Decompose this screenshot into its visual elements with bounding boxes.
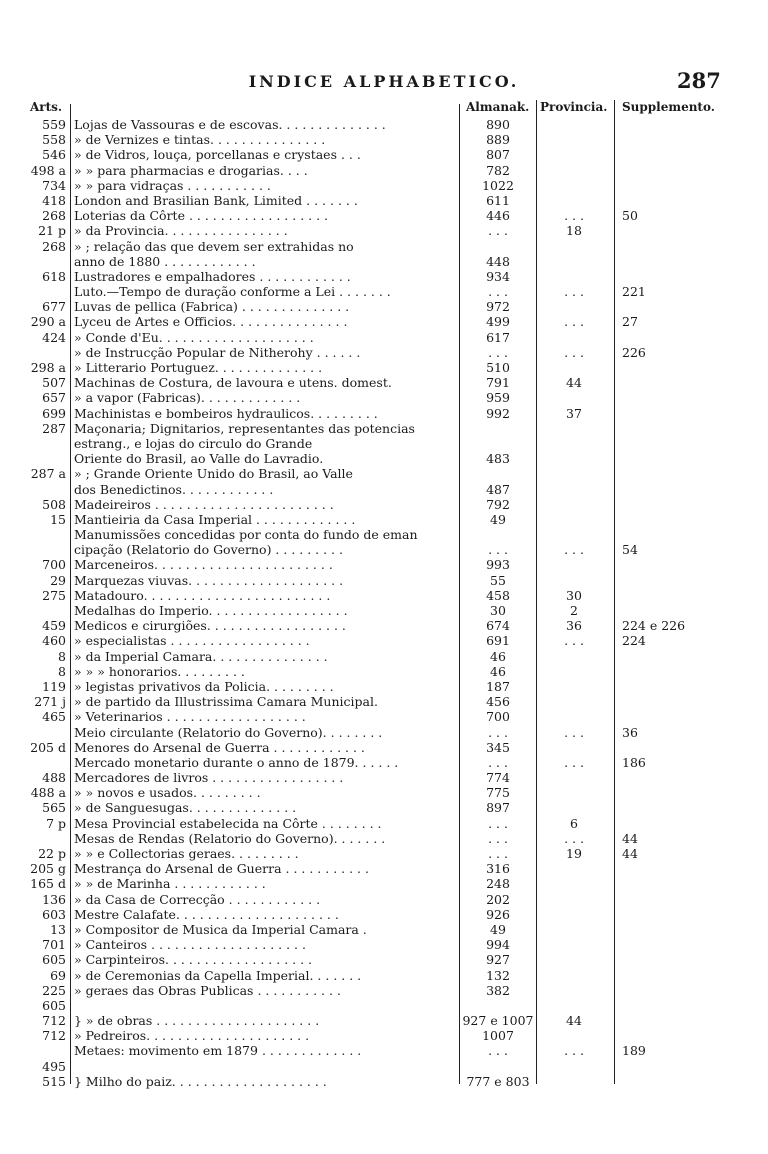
entry-provincia-page: 44	[566, 1013, 582, 1029]
entry-provincia-page: 36	[566, 618, 582, 634]
entry-almanak-page: 927	[486, 952, 510, 968]
index-entry	[0, 785, 768, 800]
entry-article-number: 275	[42, 587, 66, 603]
index-entry	[0, 117, 768, 132]
entry-article-number: 287 a	[30, 466, 66, 482]
entry-description: » Compositor de Musica da Imperial Camara .	[74, 921, 367, 937]
index-entry	[0, 269, 768, 284]
entry-almanak-page: 807	[486, 147, 510, 163]
entry-almanak-page: 510	[486, 360, 510, 375]
index-entry	[0, 147, 768, 162]
entry-provincia-page: . . .	[564, 724, 584, 740]
index-entry	[0, 223, 768, 238]
entry-supplemento-page: 36	[622, 724, 638, 740]
entry-almanak-page: 959	[486, 390, 510, 406]
entry-almanak-page: 934	[486, 268, 510, 284]
entry-almanak-page: 972	[486, 299, 510, 315]
entry-article-number: 507	[42, 375, 66, 391]
entry-almanak-page: 777 e 803	[466, 1073, 530, 1089]
entry-description: » legistas privativos da Policia. . . . . . . . .	[74, 678, 334, 694]
entry-almanak-page: . . .	[488, 815, 508, 831]
index-entry	[0, 482, 768, 497]
entry-almanak-page: 792	[486, 496, 510, 512]
index-entry	[0, 345, 768, 360]
entry-description: Loterias da Côrte . . . . . . . . . . . . . . . . . .	[74, 208, 329, 224]
entry-almanak-page: 994	[486, 937, 510, 953]
entry-article-number: 29	[50, 572, 66, 588]
index-entry	[0, 618, 768, 633]
entry-article-number: 418	[42, 192, 66, 208]
entry-description: » » para vidraças . . . . . . . . . . .	[74, 177, 271, 193]
entry-article-number: 271 j	[34, 694, 66, 710]
entry-description: Mestrança do Arsenal de Guerra . . . . . . . . . . .	[74, 861, 369, 877]
index-entry	[0, 314, 768, 329]
index-entry	[0, 755, 768, 770]
index-entry	[0, 800, 768, 815]
entry-almanak-page: 345	[486, 739, 510, 755]
entry-provincia-page: 19	[566, 846, 582, 861]
entry-description: Lojas de Vassouras e de escovas. . . . . . . . . . . . . .	[74, 117, 386, 132]
entry-almanak-page: . . .	[488, 724, 508, 740]
index-table	[0, 117, 768, 1089]
entry-description: Lyceu de Artes e Officios. . . . . . . . . . . . . . .	[74, 314, 348, 330]
index-entry	[0, 998, 768, 1013]
column-header-almanak: Almanak.	[466, 100, 530, 114]
entry-description: » ; Grande Oriente Unido do Brasil, ao Valle	[74, 466, 353, 482]
entry-almanak-page: 46	[490, 663, 506, 679]
entry-article-number: 205 g	[30, 861, 66, 877]
entry-article-number: 515	[42, 1073, 66, 1089]
entry-description: » especialistas . . . . . . . . . . . . . . . . . .	[74, 633, 310, 649]
page-number: 287	[677, 68, 721, 93]
index-entry	[0, 132, 768, 147]
index-entry	[0, 846, 768, 861]
entry-almanak-page: . . .	[488, 223, 508, 239]
entry-description: » Conde d'Eu. . . . . . . . . . . . . . . . . . . .	[74, 329, 314, 345]
entry-description: Matadouro. . . . . . . . . . . . . . . . . . . . . . . .	[74, 587, 331, 603]
entry-almanak-page: . . .	[488, 284, 508, 300]
entry-provincia-page: . . .	[564, 542, 584, 558]
entry-article-number: 15	[50, 511, 66, 527]
entry-description: » Veterinarios . . . . . . . . . . . . . . . . . .	[74, 709, 306, 725]
entry-description: Machinistas e bombeiros hydraulicos. . . . . . . . .	[74, 405, 378, 421]
entry-supplemento-page: 224 e 226	[622, 618, 686, 634]
index-entry	[0, 406, 768, 421]
entry-article-number: 205 d	[30, 739, 66, 755]
entry-description: » de Vidros, louça, porcellanas e crystaes . . .	[74, 147, 361, 163]
entry-description: Mercado monetario durante o anno de 1879. . . . . .	[74, 754, 399, 770]
index-entry	[0, 466, 768, 481]
entry-provincia-page: 30	[566, 587, 582, 603]
entry-description: » de Ceremonias da Capella Imperial. . . . . . .	[74, 967, 362, 983]
entry-article-number: 677	[42, 299, 66, 315]
index-entry	[0, 330, 768, 345]
entry-description: » geraes das Obras Publicas . . . . . . . . . . .	[74, 982, 341, 998]
entry-article-number: 8	[58, 663, 66, 679]
entry-provincia-page: 37	[566, 405, 582, 421]
index-entry	[0, 679, 768, 694]
index-entry	[0, 1013, 768, 1028]
entry-article-number: 459	[42, 618, 66, 634]
entry-supplemento-page: 50	[622, 208, 638, 224]
entry-almanak-page: 46	[490, 648, 506, 664]
entry-description: estrang., e lojas do circulo do Grande	[74, 435, 313, 451]
index-entry	[0, 603, 768, 618]
entry-almanak-page: 446	[486, 208, 510, 224]
entry-description: Mesa Provincial estabelecida na Côrte . . . . . . . .	[74, 815, 382, 831]
entry-description: » Carpinteiros. . . . . . . . . . . . . . . . . . .	[74, 952, 313, 968]
index-entry	[0, 664, 768, 679]
entry-description: » » e Collectorias geraes. . . . . . . . .	[74, 846, 299, 861]
entry-almanak-page: 774	[486, 770, 510, 786]
index-entry	[0, 968, 768, 983]
entry-article-number: 712	[42, 1013, 66, 1029]
entry-description: Lustradores e empalhadores . . . . . . . . . . . .	[74, 268, 351, 284]
entry-article-number: 225	[42, 982, 66, 998]
entry-article-number: 605	[42, 997, 66, 1013]
entry-almanak-page: 1007	[482, 1028, 514, 1044]
entry-description: Medalhas do Imperio. . . . . . . . . . . . . . . . . .	[74, 603, 348, 618]
entry-description: Meio circulante (Relatorio do Governo). . . . . . . .	[74, 724, 383, 740]
entry-provincia-page: . . .	[564, 344, 584, 360]
column-header-arts: Arts.	[30, 100, 63, 114]
entry-provincia-page: . . .	[564, 754, 584, 770]
entry-almanak-page: 202	[486, 891, 510, 907]
index-entry	[0, 952, 768, 967]
entry-article-number: 298 a	[30, 360, 66, 375]
entry-description: » a vapor (Fabricas). . . . . . . . . . . . .	[74, 390, 301, 406]
entry-description: » » de Marinha . . . . . . . . . . . .	[74, 876, 266, 892]
index-entry	[0, 740, 768, 755]
column-header-supplemento: Supplemento.	[622, 100, 715, 114]
entry-article-number: 559	[42, 117, 66, 132]
entry-article-number: 603	[42, 906, 66, 922]
page-title: INDICE ALPHABETICO.	[248, 72, 520, 91]
entry-almanak-page: . . .	[488, 542, 508, 558]
entry-article-number: 488	[42, 770, 66, 786]
entry-almanak-page: 791	[486, 375, 510, 391]
entry-description: » Canteiros . . . . . . . . . . . . . . . . . . . .	[74, 937, 306, 953]
index-entry	[0, 937, 768, 952]
entry-almanak-page: 499	[486, 314, 510, 330]
entry-article-number: 700	[42, 557, 66, 573]
entry-supplemento-page: 226	[622, 344, 646, 360]
entry-article-number: 287	[42, 420, 66, 436]
entry-almanak-page: 248	[486, 876, 510, 892]
entry-provincia-page: . . .	[564, 284, 584, 300]
entry-article-number: 424	[42, 329, 66, 345]
entry-description: » de Sanguesugas. . . . . . . . . . . . . .	[74, 800, 297, 816]
entry-description: Marceneiros. . . . . . . . . . . . . . . . . . . . . . .	[74, 557, 333, 573]
index-entry	[0, 573, 768, 588]
entry-almanak-page: 890	[486, 117, 510, 132]
entry-provincia-page: 18	[566, 223, 582, 239]
entry-article-number: 618	[42, 268, 66, 284]
index-entry	[0, 694, 768, 709]
entry-almanak-page: . . .	[488, 1043, 508, 1059]
index-entry	[0, 1043, 768, 1058]
index-entry	[0, 770, 768, 785]
entry-description: » » » honorarios. . . . . . . . .	[74, 663, 245, 679]
entry-description: » Litterario Portuguez. . . . . . . . . . . . . .	[74, 360, 323, 375]
entry-supplemento-page: 224	[622, 633, 646, 649]
entry-article-number: 508	[42, 496, 66, 512]
entry-supplemento-page: 189	[622, 1043, 646, 1059]
entry-almanak-page: 889	[486, 132, 510, 148]
index-entry	[0, 254, 768, 269]
entry-article-number: 8	[58, 648, 66, 664]
entry-almanak-page: 187	[486, 678, 510, 694]
entry-provincia-page: 2	[570, 603, 578, 618]
entry-article-number: 498 a	[30, 162, 66, 178]
entry-provincia-page: . . .	[564, 1043, 584, 1059]
entry-supplemento-page: 44	[622, 846, 638, 861]
entry-almanak-page: 49	[490, 511, 506, 527]
index-entry	[0, 831, 768, 846]
entry-almanak-page: 1022	[482, 177, 514, 193]
index-entry	[0, 178, 768, 193]
index-entry	[0, 239, 768, 254]
entry-article-number: 22 p	[38, 846, 66, 861]
entry-description: » da Provincia. . . . . . . . . . . . . . . .	[74, 223, 288, 239]
entry-description: » » para pharmacias e drogarias. . . .	[74, 162, 308, 178]
index-entry	[0, 1028, 768, 1043]
index-entry	[0, 390, 768, 405]
index-entry	[0, 375, 768, 390]
entry-description: Luto.—Tempo de duração conforme a Lei . . . . . . .	[74, 284, 391, 300]
entry-article-number: 21 p	[38, 223, 66, 239]
entry-article-number: 460	[42, 633, 66, 649]
entry-supplemento-page: 186	[622, 754, 646, 770]
entry-article-number: 290 a	[30, 314, 66, 330]
entry-description: Menores do Arsenal de Guerra . . . . . . . . . . . .	[74, 739, 365, 755]
entry-article-number: 165 d	[30, 876, 66, 892]
entry-almanak-page: 316	[486, 861, 510, 877]
index-entry	[0, 892, 768, 907]
entry-provincia-page: . . .	[564, 314, 584, 330]
entry-article-number: 558	[42, 132, 66, 148]
entry-almanak-page: 897	[486, 800, 510, 816]
index-entry	[0, 208, 768, 223]
index-entry	[0, 497, 768, 512]
index-entry	[0, 983, 768, 998]
entry-almanak-page: 483	[486, 451, 510, 467]
entry-almanak-page: 993	[486, 557, 510, 573]
entry-description: Mantieiria da Casa Imperial . . . . . . . . . . . . .	[74, 511, 356, 527]
index-entry	[0, 436, 768, 451]
entry-almanak-page: . . .	[488, 344, 508, 360]
entry-description: » ; relação das que devem ser extrahidas no	[74, 238, 354, 254]
entry-almanak-page: 456	[486, 694, 510, 710]
entry-almanak-page: 30	[490, 603, 506, 618]
entry-description: cipação (Relatorio do Governo) . . . . . . . . .	[74, 542, 343, 558]
entry-article-number: 465	[42, 709, 66, 725]
entry-article-number: 712	[42, 1028, 66, 1044]
entry-description: » de Vernizes e tintas. . . . . . . . . . . . . . .	[74, 132, 326, 148]
entry-almanak-page: 382	[486, 982, 510, 998]
index-entry	[0, 512, 768, 527]
entry-supplemento-page: 27	[622, 314, 638, 330]
entry-article-number: 488 a	[30, 785, 66, 801]
entry-article-number: 546	[42, 147, 66, 163]
entry-almanak-page: 926	[486, 906, 510, 922]
index-entry	[0, 557, 768, 572]
entry-supplemento-page: 54	[622, 542, 638, 558]
entry-description: Madeireiros . . . . . . . . . . . . . . . . . . . . . . .	[74, 496, 334, 512]
entry-almanak-page: 448	[486, 253, 510, 269]
entry-description: Mercadores de livros . . . . . . . . . . . . . . . . .	[74, 770, 344, 786]
entry-description: Machinas de Costura, de lavoura e utens. domest.	[74, 375, 392, 391]
entry-almanak-page: 775	[486, 785, 510, 801]
index-entry	[0, 633, 768, 648]
entry-description: } Milho do paiz. . . . . . . . . . . . . . . . . . . .	[74, 1073, 327, 1089]
entry-description: Maçonaria; Dignitarios, representantes das potencias	[74, 420, 415, 436]
index-entry	[0, 421, 768, 436]
entry-provincia-page: . . .	[564, 830, 584, 846]
index-entry	[0, 299, 768, 314]
entry-article-number: 657	[42, 390, 66, 406]
entry-article-number: 136	[42, 891, 66, 907]
entry-almanak-page: 55	[490, 572, 506, 588]
entry-almanak-page: 49	[490, 921, 506, 937]
entry-provincia-page: 44	[566, 375, 582, 391]
index-entry	[0, 451, 768, 466]
entry-almanak-page: 611	[486, 192, 510, 208]
entry-supplemento-page: 221	[622, 284, 646, 300]
entry-almanak-page: 487	[486, 481, 510, 497]
entry-description: Mesas de Rendas (Relatorio do Governo). . . . . . .	[74, 830, 386, 846]
entry-description: Luvas de pellica (Fabrica) . . . . . . . . . . . . . .	[74, 299, 350, 315]
entry-article-number: 7 p	[46, 815, 66, 831]
index-entry	[0, 1074, 768, 1089]
entry-supplemento-page: 44	[622, 830, 638, 846]
entry-description: Medicos e cirurgiões. . . . . . . . . . . . . . . . . .	[74, 618, 346, 634]
index-entry	[0, 588, 768, 603]
index-entry	[0, 360, 768, 375]
entry-description: anno de 1880 . . . . . . . . . . . .	[74, 253, 256, 269]
entry-article-number: 119	[42, 678, 66, 694]
entry-provincia-page: 6	[570, 815, 578, 831]
entry-description: dos Benedictinos. . . . . . . . . . . .	[74, 481, 274, 497]
index-entry	[0, 193, 768, 208]
entry-description: » Pedreiros. . . . . . . . . . . . . . . . . . . . .	[74, 1028, 310, 1044]
index-entry	[0, 725, 768, 740]
entry-description: » da Imperial Camara. . . . . . . . . . . . . . .	[74, 648, 328, 664]
entry-article-number: 605	[42, 952, 66, 968]
entry-almanak-page: . . .	[488, 846, 508, 861]
index-entry	[0, 163, 768, 178]
entry-article-number: 268	[42, 208, 66, 224]
index-entry	[0, 876, 768, 891]
entry-description: Manumissões concedidas por conta do fundo de eman	[74, 527, 418, 543]
index-entry	[0, 649, 768, 664]
index-entry	[0, 907, 768, 922]
entry-provincia-page: . . .	[564, 208, 584, 224]
entry-article-number: 734	[42, 177, 66, 193]
index-entry	[0, 816, 768, 831]
entry-article-number: 495	[42, 1058, 66, 1074]
entry-article-number: 13	[50, 921, 66, 937]
entry-article-number: 268	[42, 238, 66, 254]
entry-almanak-page: 674	[486, 618, 510, 634]
entry-description: London and Brasilian Bank, Limited . . . . . . .	[74, 192, 358, 208]
entry-provincia-page: . . .	[564, 633, 584, 649]
entry-article-number: 565	[42, 800, 66, 816]
index-entry	[0, 284, 768, 299]
entry-article-number: 699	[42, 405, 66, 421]
entry-almanak-page: 700	[486, 709, 510, 725]
index-entry	[0, 861, 768, 876]
entry-almanak-page: 927 e 1007	[462, 1013, 534, 1029]
index-entry	[0, 1059, 768, 1074]
entry-description: Mestre Calafate. . . . . . . . . . . . . . . . . . . . .	[74, 906, 339, 922]
entry-description: » de partido da Illustrissima Camara Municipal.	[74, 694, 378, 710]
entry-description: » de Instrucção Popular de Nitherohy . . . . . .	[74, 344, 361, 360]
entry-article-number: 69	[50, 967, 66, 983]
index-entry	[0, 922, 768, 937]
entry-almanak-page: . . .	[488, 830, 508, 846]
entry-almanak-page: 691	[486, 633, 510, 649]
entry-almanak-page: 617	[486, 329, 510, 345]
entry-description: » » novos e usados. . . . . . . . .	[74, 785, 261, 801]
entry-description: Metaes: movimento em 1879 . . . . . . . . . . . . .	[74, 1043, 362, 1059]
index-entry	[0, 542, 768, 557]
entry-description: Marquezas viuvas. . . . . . . . . . . . . . . . . . . .	[74, 572, 344, 588]
entry-description: } » de obras . . . . . . . . . . . . . . . . . . . . .	[74, 1013, 320, 1029]
index-entry	[0, 527, 768, 542]
entry-description: » da Casa de Correcção . . . . . . . . . . . .	[74, 891, 321, 907]
entry-almanak-page: 782	[486, 162, 510, 178]
column-header-provincia: Provincia.	[540, 100, 608, 114]
entry-almanak-page: 458	[486, 587, 510, 603]
entry-article-number: 701	[42, 937, 66, 953]
entry-almanak-page: . . .	[488, 754, 508, 770]
index-entry	[0, 709, 768, 724]
entry-almanak-page: 992	[486, 405, 510, 421]
entry-description: Oriente do Brasil, ao Valle do Lavradio.	[74, 451, 324, 467]
entry-almanak-page: 132	[486, 967, 510, 983]
